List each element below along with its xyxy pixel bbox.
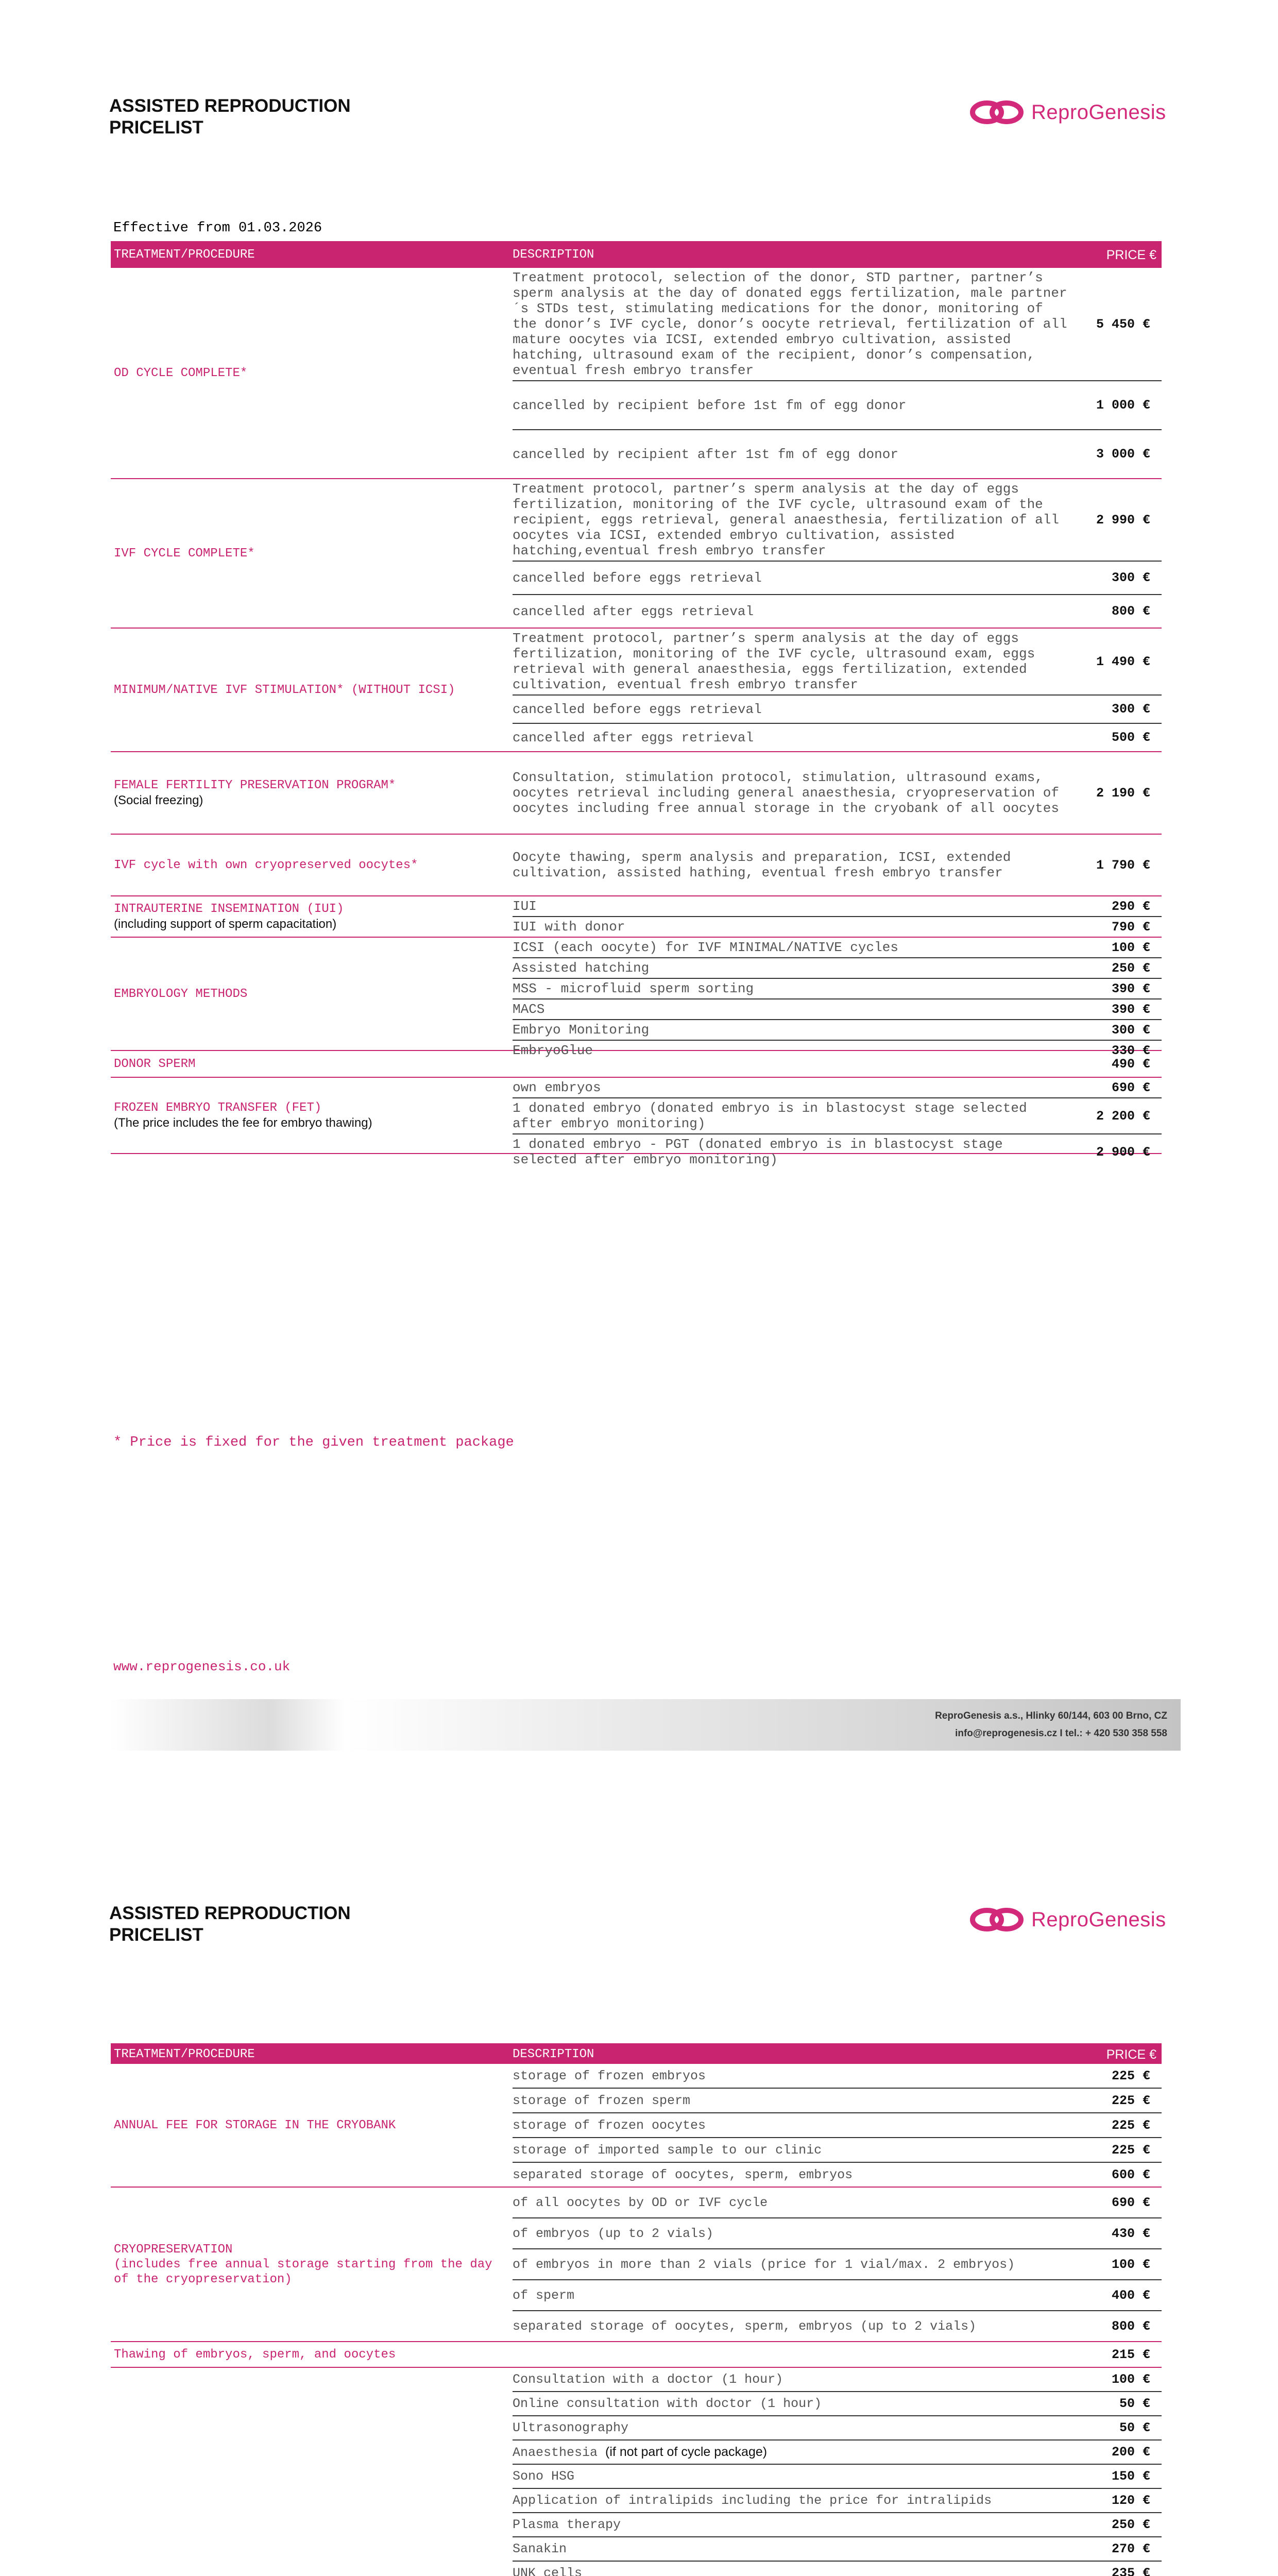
price-row xyxy=(513,2113,1162,2138)
footnote: * Price is fixed for the given treatment package xyxy=(113,1435,514,1450)
logo-text: ReproGenesis xyxy=(1031,1908,1166,1931)
column-treatment: TREATMENT/PROCEDURE xyxy=(114,2047,255,2061)
row-description-text: cancelled before eggs retrieval xyxy=(513,570,762,586)
row-price: 150 € xyxy=(1111,2469,1150,2484)
price-row xyxy=(513,979,1162,999)
row-description xyxy=(513,445,1069,464)
row-price: 50 € xyxy=(1119,2396,1150,2411)
row-price: 500 € xyxy=(1111,730,1150,745)
row-description xyxy=(513,2194,1069,2212)
row-description xyxy=(513,1062,1069,1066)
row-description-text: storage of frozen oocytes xyxy=(513,2117,706,2133)
row-description-text: Consultation, stimulation protocol, stimulation, ultrasound exams, oocytes retrieval including general anaesthesia, cryopreservation of oocytes including free annual storage in the cryobank of all oocytes xyxy=(513,770,1059,816)
category-name: FEMALE FERTILITY PRESERVATION PROGRAM* xyxy=(114,778,396,792)
row-description xyxy=(513,2492,1069,2510)
row-price: 235 € xyxy=(1111,2566,1150,2576)
row-description xyxy=(513,2286,1069,2304)
column-treatment: TREATMENT/PROCEDURE xyxy=(114,248,255,262)
row-price: 300 € xyxy=(1111,702,1150,717)
price-row xyxy=(513,2465,1162,2489)
row-price: 790 € xyxy=(1111,919,1150,935)
row-description-text: separated storage of oocytes, sperm, embryos xyxy=(513,2167,853,2182)
category-cell xyxy=(111,2368,513,2576)
row-description xyxy=(513,2116,1069,2134)
price-section xyxy=(111,2064,1162,2188)
price-row xyxy=(513,2089,1162,2113)
row-description-text: 1 donated embryo (donated embryo is in blastocyst stage selected after embryo monitoring) xyxy=(513,1100,1027,1131)
price-row xyxy=(513,938,1162,958)
row-description xyxy=(513,2419,1069,2437)
row-description xyxy=(513,2067,1069,2085)
page-title: ASSISTED REPRODUCTION PRICELIST xyxy=(109,96,351,138)
row-price: 250 € xyxy=(1111,2517,1150,2532)
price-row xyxy=(513,2311,1162,2341)
row-description-text: 1 donated embryo - PGT (donated embryo is in blastocyst stage selected after embryo monitoring) xyxy=(513,1137,1003,1167)
row-description-text: MACS xyxy=(513,1002,545,1017)
row-description xyxy=(513,999,1069,1019)
category-cell xyxy=(111,2064,513,2187)
price-row xyxy=(513,896,1162,917)
row-description-text: of all oocytes by OD or IVF cycle xyxy=(513,2195,768,2210)
price-row xyxy=(513,2562,1162,2576)
section-rows xyxy=(513,752,1162,834)
price-row xyxy=(513,2138,1162,2163)
row-price: 690 € xyxy=(1111,1080,1150,1095)
price-row xyxy=(513,999,1162,1020)
row-price: 300 € xyxy=(1111,570,1150,585)
price-row xyxy=(513,2064,1162,2089)
category-cell xyxy=(111,938,513,1050)
price-row xyxy=(513,629,1162,696)
price-row xyxy=(513,2280,1162,2311)
row-price: 200 € xyxy=(1111,2445,1150,2460)
price-section xyxy=(111,896,1162,938)
category-name: IVF CYCLE COMPLETE* xyxy=(114,546,255,561)
price-row xyxy=(513,2441,1162,2465)
row-description-text: storage of imported sample to our clinic xyxy=(513,2142,822,2158)
row-description-text: IUI with donor xyxy=(513,919,625,935)
category-cell xyxy=(111,2188,513,2341)
row-description-text: Treatment protocol, selection of the donor, STD partner, partner’s sperm analysis at the day of donated eggs fertilization, male partner´s STDs test, stimulating medications for the donor, monitoring of the donor’s IVF cycle, donor’s oocyte retrieval, fertilization of all mature oocytes via ICSI, extended embryo cultivation, assisted hatching, ultrasound exam of the recipient, donor’s compensation, eventual fresh embryo transfer xyxy=(513,270,1067,378)
row-price: 2 200 € xyxy=(1096,1108,1150,1124)
row-description-text: Treatment protocol, partner’s sperm analysis at the day of eggs fertilization, monitoring of the IVF cycle, ultrasound exam, eggs retrieval with general anaesthesia, eggs fertilization, extended cultivation, eventual fresh embryo transfer xyxy=(513,631,1035,692)
category-note: (including support of sperm capacitation) xyxy=(114,917,337,931)
row-price: 430 € xyxy=(1111,2226,1150,2241)
price-section xyxy=(111,2188,1162,2342)
logo xyxy=(968,97,1166,128)
row-description xyxy=(513,2092,1069,2110)
category-cell xyxy=(111,752,513,834)
price-section xyxy=(111,2368,1162,2576)
row-description xyxy=(513,2225,1069,2243)
section-rows xyxy=(513,2064,1162,2187)
row-description-text: Consultation with a doctor (1 hour) xyxy=(513,2372,783,2387)
price-row xyxy=(513,1134,1162,1170)
row-description xyxy=(513,2317,1069,2335)
row-description xyxy=(513,479,1069,561)
row-price: 1 490 € xyxy=(1096,654,1150,669)
price-section xyxy=(111,1051,1162,1078)
footer-address: ReproGenesis a.s., Hlinky 60/144, 603 00 Brno, CZ xyxy=(935,1710,1167,1721)
logo-text: ReproGenesis xyxy=(1031,100,1166,124)
price-row xyxy=(513,752,1162,834)
row-description xyxy=(513,917,1069,937)
price-row xyxy=(513,1078,1162,1098)
row-description xyxy=(513,958,1069,978)
price-section xyxy=(111,479,1162,629)
effective-date: Effective from 01.03.2026 xyxy=(113,221,322,236)
row-price: 490 € xyxy=(1111,1056,1150,1072)
page-title: ASSISTED REPRODUCTION PRICELIST xyxy=(109,1903,351,1945)
row-price: 225 € xyxy=(1111,2142,1150,2158)
row-description-text: own embryos xyxy=(513,1080,601,1095)
row-price: 400 € xyxy=(1111,2287,1150,2303)
row-price: 225 € xyxy=(1111,2093,1150,2108)
row-description xyxy=(513,2540,1069,2558)
row-description-text: cancelled before eggs retrieval xyxy=(513,701,762,717)
price-row xyxy=(513,2163,1162,2187)
category-note: (Social freezing) xyxy=(114,793,203,807)
row-price: 290 € xyxy=(1111,899,1150,914)
section-rows xyxy=(513,1078,1162,1167)
row-description xyxy=(513,848,1069,883)
price-row xyxy=(513,2489,1162,2513)
row-price: 100 € xyxy=(1111,2257,1150,2272)
row-price: 50 € xyxy=(1119,2420,1150,2435)
row-description xyxy=(513,602,1069,621)
row-description xyxy=(513,629,1069,694)
row-description xyxy=(513,768,1069,818)
category-name: OD CYCLE COMPLETE* xyxy=(114,366,248,380)
row-description xyxy=(513,728,1069,748)
pricelist-table xyxy=(111,241,1162,1167)
row-price: 800 € xyxy=(1111,2318,1150,2334)
category-name: INTRAUTERINE INSEMINATION (IUI) xyxy=(114,902,344,916)
price-section xyxy=(111,2342,1162,2368)
row-price: 390 € xyxy=(1111,981,1150,996)
row-description-text: of sperm xyxy=(513,2287,575,2303)
row-description-text: cancelled by recipient before 1st fm of egg donor xyxy=(513,397,907,413)
price-row xyxy=(513,2513,1162,2537)
column-price: PRICE € xyxy=(1106,248,1156,262)
row-description-note: (if not part of cycle package) xyxy=(605,2444,768,2459)
interlocking-rings-icon xyxy=(968,97,1025,128)
section-rows xyxy=(513,938,1162,1058)
category-cell xyxy=(111,835,513,895)
price-row xyxy=(513,2392,1162,2416)
row-description-text: of embryos (up to 2 vials) xyxy=(513,2226,714,2241)
row-price: 3 000 € xyxy=(1096,447,1150,462)
website-link[interactable]: www.reprogenesis.co.uk xyxy=(113,1659,291,1674)
row-description-text: Anaesthesia xyxy=(513,2445,598,2460)
row-price: 270 € xyxy=(1111,2541,1150,2556)
price-row xyxy=(513,835,1162,895)
row-description xyxy=(513,2141,1069,2159)
row-price: 225 € xyxy=(1111,2068,1150,2083)
section-rows xyxy=(513,629,1162,751)
section-rows xyxy=(513,479,1162,628)
row-description-text: IUI xyxy=(513,899,537,914)
category-cell xyxy=(111,1051,513,1077)
row-description-text: Sono HSG xyxy=(513,2469,575,2484)
row-price: 1 000 € xyxy=(1096,398,1150,413)
column-description: DESCRIPTION xyxy=(513,248,594,262)
price-section xyxy=(111,938,1162,1058)
section-rows xyxy=(513,2368,1162,2576)
row-price: 5 450 € xyxy=(1096,316,1150,332)
row-description-text: Online consultation with doctor (1 hour) xyxy=(513,2396,822,2411)
row-description xyxy=(513,896,1069,916)
price-row xyxy=(513,381,1162,430)
price-row xyxy=(513,1098,1162,1134)
category-name: DONOR SPERM xyxy=(114,1057,196,1071)
section-rows xyxy=(513,896,1162,937)
price-row xyxy=(513,430,1162,478)
price-row xyxy=(513,1020,1162,1041)
row-description xyxy=(513,1134,1069,1170)
category-name: CRYOPRESERVATION xyxy=(114,2242,233,2257)
column-description: DESCRIPTION xyxy=(513,2047,594,2061)
price-row xyxy=(513,2537,1162,2562)
row-description-text: Treatment protocol, partner’s sperm analysis at the day of eggs fertilization, monitoring of the IVF cycle, ultrasound exam of the recipient, eggs retrieval, general anaesthesia, fertilization of all oocytes via ICSI, extended embryo cultivation, assisted hatching,eventual fresh embryo transfer xyxy=(513,481,1059,558)
section-rows xyxy=(513,2188,1162,2341)
row-price: 800 € xyxy=(1111,604,1150,619)
section-rows xyxy=(513,1051,1162,1077)
price-row xyxy=(513,724,1162,751)
pricelist-table xyxy=(111,2043,1162,2576)
price-row xyxy=(513,1051,1162,1077)
interlocking-rings-icon xyxy=(968,1904,1025,1935)
column-price: PRICE € xyxy=(1106,2047,1156,2062)
row-price: 2 990 € xyxy=(1096,512,1150,528)
row-price: 250 € xyxy=(1111,960,1150,976)
row-description xyxy=(513,2166,1069,2184)
row-description xyxy=(513,568,1069,588)
row-description-text: Ultrasonography xyxy=(513,2420,629,2435)
category-cell xyxy=(111,1078,513,1153)
price-row xyxy=(513,595,1162,628)
price-row xyxy=(513,268,1162,381)
row-description-text: Oocyte thawing, sperm analysis and preparation, ICSI, extended cultivation, assisted hathing, eventual fresh embryo transfer xyxy=(513,850,1011,880)
row-price: 100 € xyxy=(1111,2372,1150,2387)
row-price: 600 € xyxy=(1111,2167,1150,2182)
row-description xyxy=(513,2370,1069,2388)
price-section xyxy=(111,1078,1162,1167)
row-price: 215 € xyxy=(1111,2347,1150,2362)
category-name: IVF cycle with own cryopreserved oocytes* xyxy=(114,858,418,872)
row-description xyxy=(513,2467,1069,2485)
row-description-text: ICSI (each oocyte) for IVF MINIMAL/NATIVE cycles xyxy=(513,940,898,955)
logo xyxy=(968,1904,1166,1935)
row-description xyxy=(513,2352,1069,2357)
category-cell xyxy=(111,268,513,478)
row-description xyxy=(513,1098,1069,1133)
price-row xyxy=(513,917,1162,937)
price-row xyxy=(513,2188,1162,2218)
row-price: 120 € xyxy=(1111,2493,1150,2508)
price-row xyxy=(513,479,1162,562)
row-description-text: storage of frozen sperm xyxy=(513,2093,691,2108)
category-cell xyxy=(111,896,513,937)
price-row xyxy=(513,562,1162,595)
row-description-text: Application of intralipids including the price for intralipids xyxy=(513,2493,992,2508)
section-rows xyxy=(513,835,1162,895)
category-note: (includes free annual storage starting from the day of the cryopreservation) xyxy=(114,2257,492,2286)
footer-contact: info@reprogenesis.cz I tel.: + 420 530 358 558 xyxy=(955,1728,1167,1739)
row-description xyxy=(513,700,1069,719)
row-description xyxy=(513,2395,1069,2413)
row-description xyxy=(513,979,1069,998)
price-section xyxy=(111,835,1162,896)
price-row xyxy=(513,2342,1162,2367)
price-row xyxy=(513,2368,1162,2392)
row-description-text: of embryos in more than 2 vials (price for 1 vial/max. 2 embryos) xyxy=(513,2257,1015,2272)
row-price: 100 € xyxy=(1111,940,1150,955)
price-section xyxy=(111,629,1162,752)
row-description-text: cancelled after eggs retrieval xyxy=(513,603,754,619)
row-description xyxy=(513,2564,1069,2576)
section-rows xyxy=(513,2342,1162,2367)
row-price: 1 790 € xyxy=(1096,857,1150,873)
page-2 xyxy=(0,1807,1278,2576)
row-description xyxy=(513,1020,1069,1040)
price-row xyxy=(513,2218,1162,2249)
row-description-text: separated storage of oocytes, sperm, embryos (up to 2 vials) xyxy=(513,2318,977,2334)
row-price: 330 € xyxy=(1111,1043,1150,1058)
row-description-text: Assisted hatching xyxy=(513,960,650,976)
row-price: 690 € xyxy=(1111,2195,1150,2210)
price-row xyxy=(513,2416,1162,2441)
row-description-text: UNK cells xyxy=(513,2566,583,2576)
category-cell xyxy=(111,479,513,628)
row-price: 390 € xyxy=(1111,1002,1150,1017)
price-section xyxy=(111,268,1162,479)
footer-bar xyxy=(109,1699,1181,1751)
category-name: Thawing of embryos, sperm, and oocytes xyxy=(114,2347,396,2362)
row-description xyxy=(513,2516,1069,2534)
category-note: (The price includes the fee for embryo thawing) xyxy=(114,1116,372,1130)
row-description-text: MSS - microfluid sperm sorting xyxy=(513,981,754,996)
row-price: 225 € xyxy=(1111,2117,1150,2133)
category-cell xyxy=(111,2342,513,2367)
category-name: FROZEN EMBRYO TRANSFER (FET) xyxy=(114,1101,322,1115)
row-price: 2 190 € xyxy=(1096,785,1150,801)
row-description-text: Embryo Monitoring xyxy=(513,1022,650,1038)
section-rows xyxy=(513,268,1162,478)
category-cell xyxy=(111,629,513,751)
category-name: MINIMUM/NATIVE IVF STIMULATION* (WITHOUT ICSI) xyxy=(114,683,455,697)
row-description-text: Sanakin xyxy=(513,2541,567,2556)
row-description-text: storage of frozen embryos xyxy=(513,2068,706,2083)
row-description-text: EmbryoGlue xyxy=(513,1043,593,1058)
row-description-text: cancelled after eggs retrieval xyxy=(513,730,754,745)
row-price: 300 € xyxy=(1111,1022,1150,1038)
row-description xyxy=(513,268,1069,380)
row-description-text: cancelled by recipient after 1st fm of egg donor xyxy=(513,446,898,462)
category-name: ANNUAL FEE FOR STORAGE IN THE CRYOBANK xyxy=(114,2118,396,2132)
row-description xyxy=(513,1078,1069,1097)
category-name: EMBRYOLOGY METHODS xyxy=(114,987,248,1001)
row-description xyxy=(513,2256,1069,2274)
price-row xyxy=(513,696,1162,724)
price-section xyxy=(111,752,1162,835)
row-description-text: Plasma therapy xyxy=(513,2517,621,2532)
table-header xyxy=(111,241,1162,268)
price-row xyxy=(513,2249,1162,2280)
row-description xyxy=(513,938,1069,957)
row-description xyxy=(513,2443,1069,2462)
table-header xyxy=(111,2043,1162,2064)
row-description xyxy=(513,396,1069,415)
row-price: 2 900 € xyxy=(1096,1144,1150,1160)
price-row xyxy=(513,958,1162,979)
